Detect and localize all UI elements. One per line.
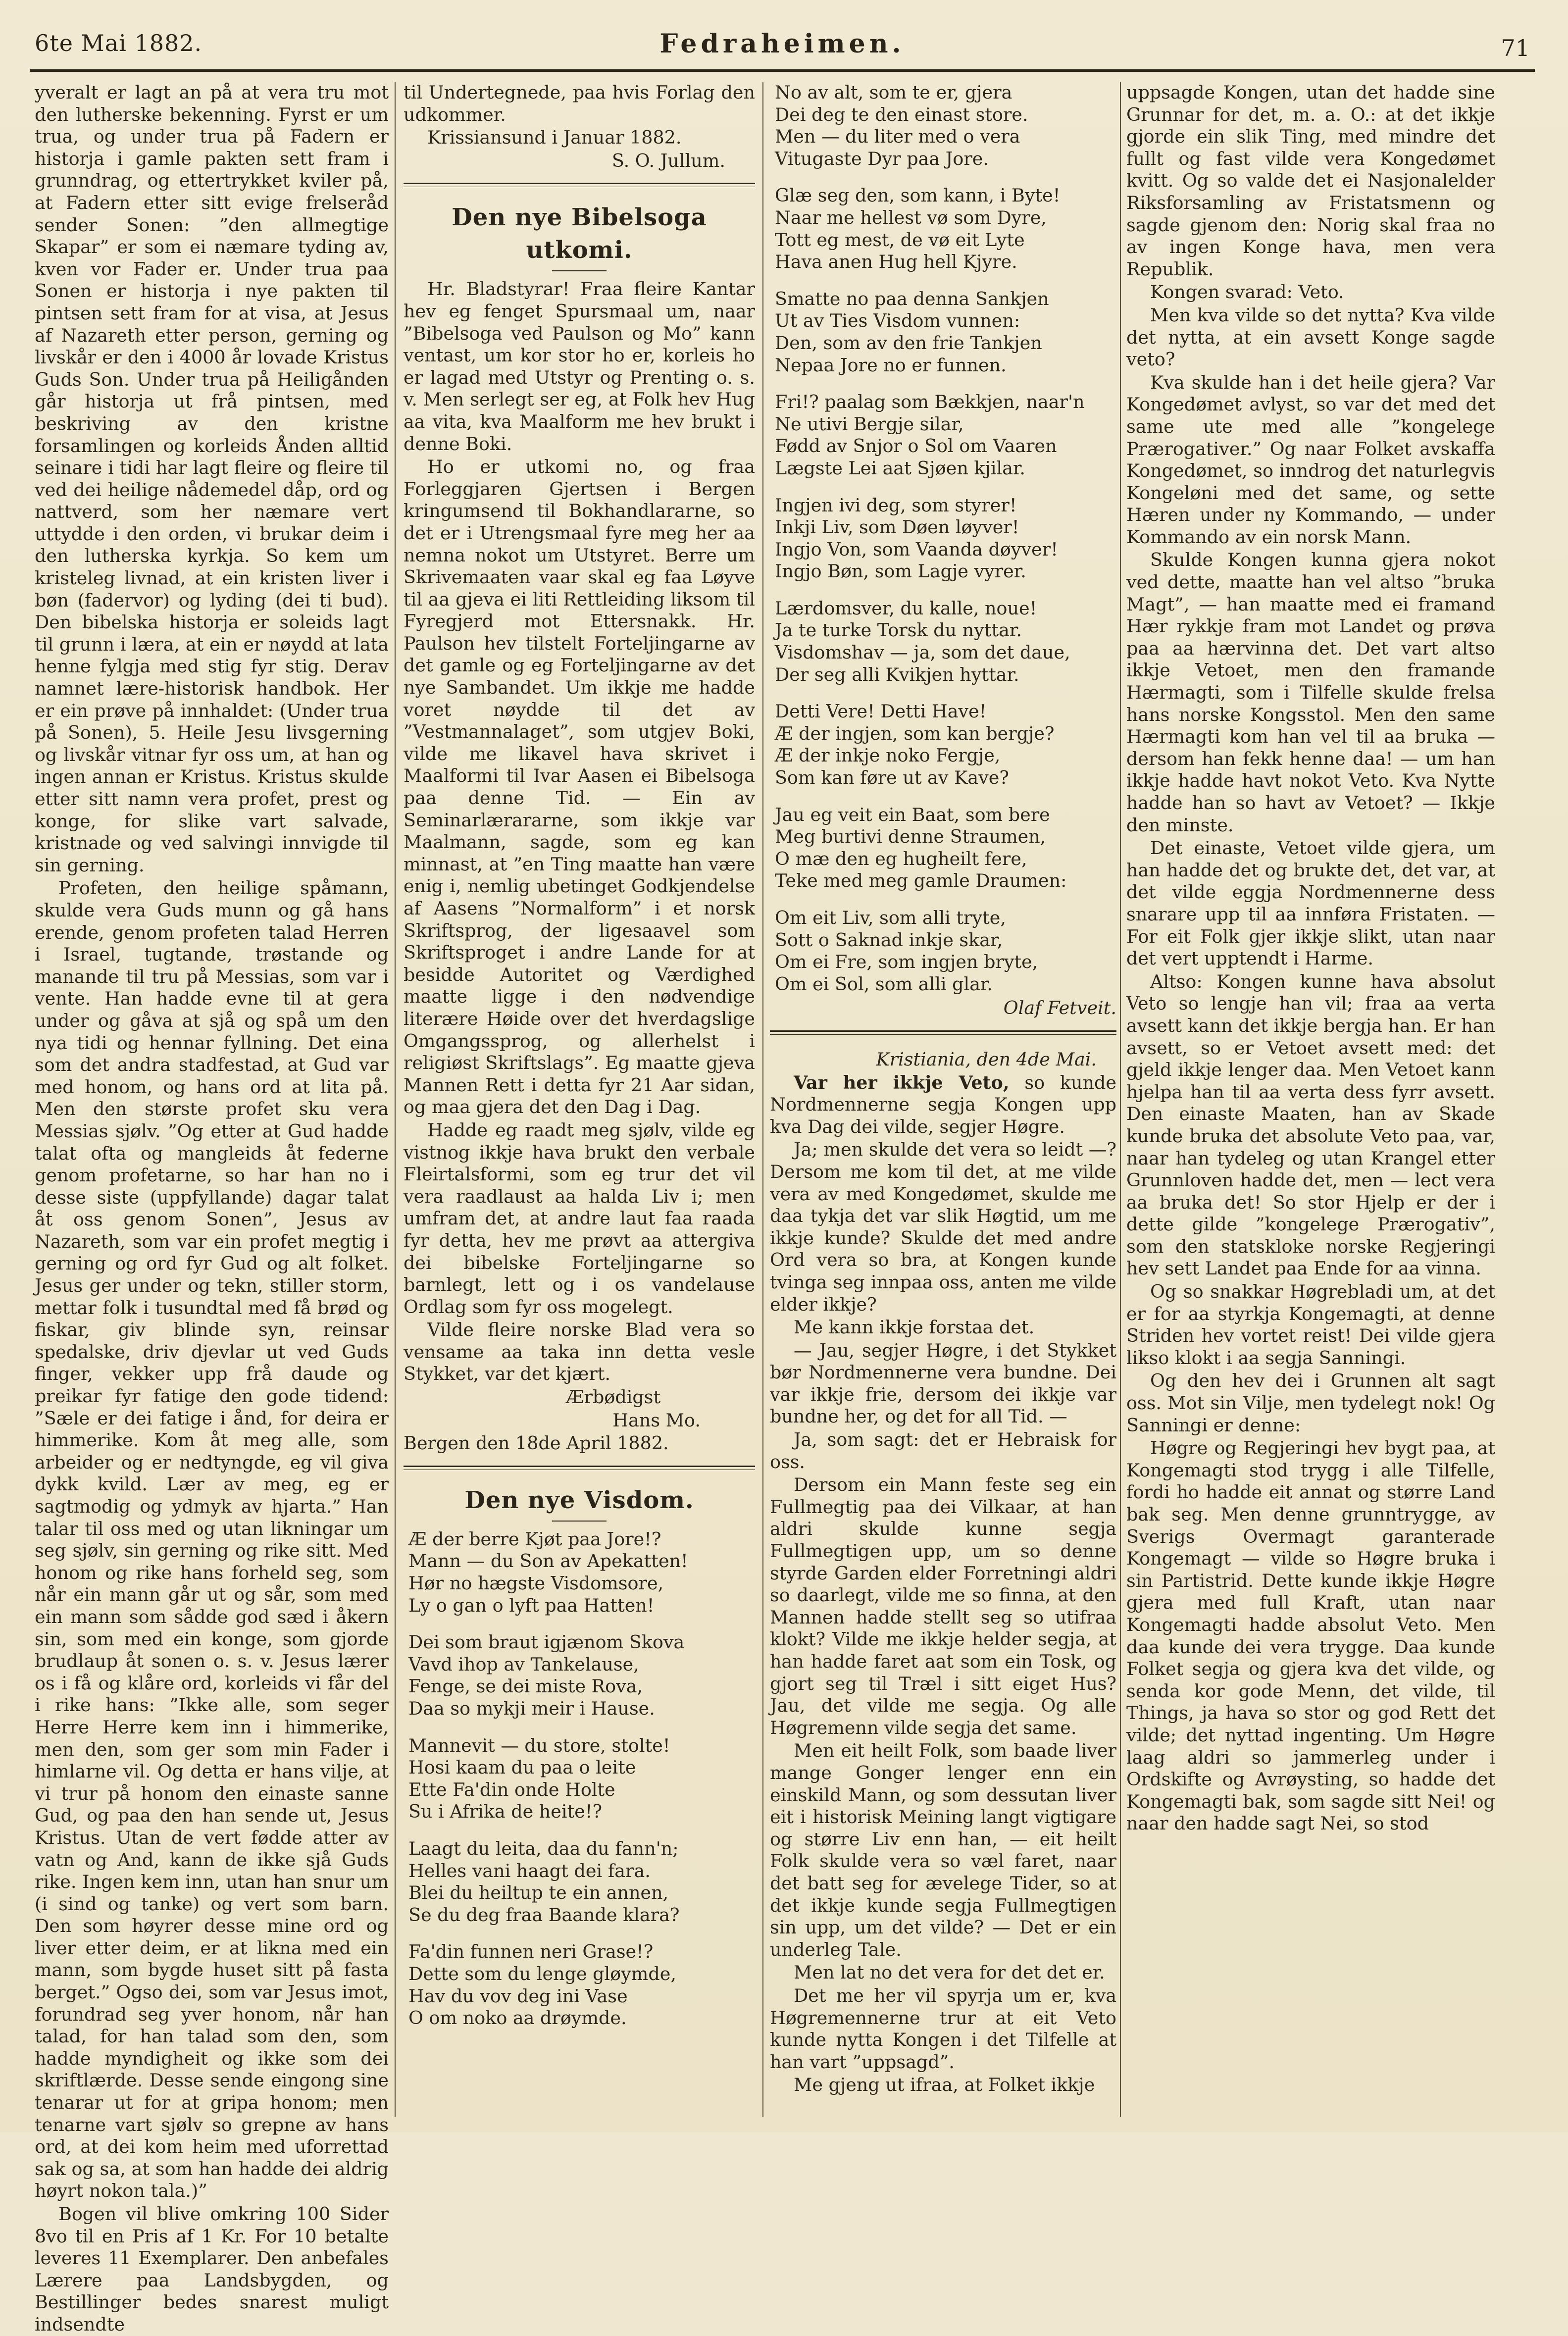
poem-line: Hava anen Hug hell Kjyre. — [775, 251, 1017, 273]
poem-line: Ly o gan o lyft paa Hatten! — [408, 1594, 655, 1616]
column-divider — [1120, 82, 1121, 2117]
article-paragraph: Me gjeng ut ifraa, at Folket ikkje — [794, 2074, 1095, 2096]
poem-line: Om ei Sol, som alli glar. — [775, 973, 993, 995]
poem-line: No av alt, som te er, gjera — [775, 82, 1012, 103]
poem-line: Lægste Lei aat Sjøen kjilar. — [775, 457, 1026, 479]
poem-line: Vavd ihop av Tankelause, — [408, 1653, 639, 1675]
poem-line: Naar me hellest vø som Dyre, — [775, 206, 1047, 228]
page-number: 71 — [1501, 35, 1530, 61]
article-paragraph: Skulde Kongen kunna gjera nokot ved dette, maatte han vel altso ”bruka Magt”, — han maatte med ei framand Hær rykkje fram mot Landet og prøva paa aa hærvinna det. Det vart altso ikkje Vetoet, men den framande Hærmagti, som i Tilfelle skulde frelsa hans norske Kongsstol. Men den same Hærmagti kom han vel til aa bruka — dersom han fekk henne daa! — um han ikkje hadde havt nokot Veto. Kva Nytte hadde han so havt av Vetoet? — Ikkje den minste. — [1126, 549, 1495, 836]
poem-line: Om eit Liv, som alli tryte, — [775, 907, 1006, 928]
article-paragraph — [770, 1072, 1116, 1138]
article-paragraph: Altso: Kongen kunne hava absolut Veto so lengje han vil; fraa aa verta avsett kann det ikkje bergja han. Er han avsett, so er Vetoet avsett med: det gjeld ikkje lenger daa. Men Vetoet kann hjelpa han til aa verta dess fyrr avsett. Den einaste Maaten, han av Skade kunde bruka det absolute Veto paa, var, naar han tydeleg og utan Krangel etter Grunnloven hadde det, men — lect vera aa bruka det! So stor Hjelp er der i dette gilde ”kongelege Prærogativ”, som den statskloke norske Regjeringi hev sett Landet paa Ende for aa vinna. — [1126, 970, 1495, 1279]
poem-line: Lærdomsver, du kalle, noue! — [775, 597, 1037, 619]
poem-line: Den, som av den frie Tankjen — [775, 332, 1042, 354]
article-paragraph: Men kva vilde so det nytta? Kva vilde det nytta, at ein avsett Konge sagde veto? — [1126, 304, 1495, 370]
column-1 — [35, 82, 389, 2335]
poem-line: Visdomshav — ja, som det daue, — [775, 642, 1070, 663]
poem-line: Dette som du lenge gløymde, — [408, 1963, 676, 1984]
poem-line: Jau eg veit ein Baat, som bere — [775, 804, 1050, 825]
poem-line: Helles vani haagt dei fara. — [408, 1860, 651, 1881]
poem-line: Ingjen ivi deg, som styrer! — [775, 494, 1017, 516]
poem-stanza — [770, 82, 1116, 170]
header-rule — [30, 69, 1535, 72]
poem-stanza — [770, 185, 1116, 273]
poem-line: Sott o Saknad inkje skar, — [775, 929, 1003, 951]
poem-line: Fødd av Snjor o Sol om Vaaren — [775, 435, 1057, 457]
poem-stanza — [770, 391, 1116, 479]
poem-line: Ingjo Von, som Vaanda døyver! — [775, 538, 1058, 560]
place-date: Bergen den 18de April 1882. — [404, 1432, 669, 1454]
column-divider — [762, 82, 763, 2117]
section-rule — [404, 183, 755, 187]
poem-stanza — [404, 1735, 755, 1823]
column-2 — [404, 82, 755, 2117]
article-paragraph: Ja, som sagt: det er Hebraisk for oss. — [770, 1429, 1116, 1473]
poem-line: Som kan føre ut av Kave? — [775, 767, 1009, 789]
heading-rule — [552, 270, 607, 271]
lead-bold: Var her ikkje Veto, — [794, 1071, 1010, 1093]
poem-line: Hosi kaam du paa o leite — [408, 1757, 636, 1778]
poem-line: Der seg alli Kvikjen hyttar. — [775, 663, 1019, 685]
article-paragraph: Ja; men skulde det vera so leidt —? Dersom me kom til det, at me vilde vera av med Kongedømet, skulde me daa tykja det var slik Høgtid, um me ikkje kunde? Skulde det med andre Ord vera so bra, at Kongen kunde tvinga seg innpaa oss, anten me vilde elder ikkje? — [770, 1139, 1116, 1315]
author-name: Hans Mo. — [612, 1409, 701, 1431]
article-paragraph: Men eit heilt Folk, som baade liver mange Gonger lenger enn ein einskild Mann, og som dessutan liver eit i historisk Meining langt vigtigare og større Liv enn han, — eit heilt Folk skulde vera so væl faret, naar det batt seg for ævelege Tider, so at det ikkje kunde segja Fullmegtigen sin upp, um det vilde? — Det er ein underleg Tale. — [770, 1740, 1116, 1960]
poem-line: Smatte no paa denna Sankjen — [775, 288, 1049, 309]
poem-stanza — [770, 907, 1116, 995]
section-rule — [770, 1030, 1116, 1035]
poem-line: Æ der berre Kjøt paa Jore!? — [408, 1528, 661, 1550]
poem-signature: Olaf Fetveit. — [1003, 997, 1116, 1019]
column-3 — [770, 82, 1116, 2117]
poem-line: Ut av Ties Visdom vunnen: — [775, 310, 1020, 332]
article-paragraph: Me kann ikkje forstaa det. — [794, 1317, 1035, 1338]
section-rule — [404, 1466, 755, 1470]
poem-line: Hav du vov deg ini Vase — [408, 1985, 628, 2007]
article-paragraph: Hr. Bladstyrar! Fraa fleire Kantar hev eg fenget Spursmaal um, naar ”Bibelsoga ved Paulson og Mo” kann ventast, um kor stor ho er, korleis ho er lagad med Utstyr og Prenting o. s. v. Men serlegt ser eg, at Folk hev Hug aa vita, kva Maalform me hev brukt i denne Boki. — [404, 278, 755, 455]
closing: Ærbødigst — [566, 1386, 661, 1408]
poem-line: Æ der inkje noko Fergje, — [775, 745, 1001, 766]
article-paragraph: Dersom ein Mann feste seg ein Fullmegtig paa dei Vilkaar, at han aldri skulde kunne segja Fullmegtigen upp, um so denne styrde Garden elder Forretningi aldri so daarlegt, vilde me so finna, at den Mannen hadde stellt seg so utifraa klokt? Vilde me ikkje helder segja, at han hadde faret aat som ein Tosk, og gjort seg til Træl i sitt eiget Hus? Jau, det vilde me segja. Og alle Høgremenn vilde segja det same. — [770, 1474, 1116, 1738]
poem-line: Su i Afrika de heite!? — [408, 1801, 603, 1823]
lead-text: so kunde Nordmennerne segja Kongen upp kva Dag dei vilde, segjer Høgre. — [770, 1071, 1116, 1137]
column-divider — [395, 82, 396, 2117]
poem-line: O mæ den eg hugheilt fere, — [775, 848, 1027, 869]
poem-stanza — [404, 1528, 755, 1617]
poem-line: Daa so mykji meir i Hause. — [408, 1698, 655, 1719]
poem-heading: Den nye Visdom. — [464, 1486, 694, 1514]
poem-stanza — [770, 701, 1116, 789]
poem-line: Hør no hægste Visdomsore, — [408, 1573, 664, 1594]
poem-stanza — [770, 288, 1116, 376]
poem-stanza — [404, 1941, 755, 2029]
article-paragraph: yveralt er lagt an på at vera tru mot den lutherske bekenning. Fyrst er um trua, og under trua på Fadern er historja i gamle pakten sett fram i grunndrag, og ettertrykket kviler på, at Fadern etter sitt evige frelseråd sender Sonen: ”den allmegtige Skapar” er som ei næmare tyding av, kven vor Fader er. Under trua paa Sonen er historja i nye pakten til pintsen sett fram for at visa, at Jesus af Nazareth etter person, gerning og livskår er den i 4000 år lovade Kristus Guds Son. Under trua på Heiligånden går historja ut frå pintsen, med beskriving av den kristne forsamlingen og korleids Ånden alltid seinare i tidi har lagt fleire og fleire til ved dei heilige nådemedel dåp, ord og nattverd, som her næmare vert uttydde i den orden, vi brukar deim i den lutherska kyrkja. So kem um kristeleg livnad, at ein kristen liver i bøn (fadervor) og lyding (dei ti bud). Den bibelska historja er soleids lagt til grunn i læra, at ein er nøydd at lata henne fylgja med stig fyr stig. Derav namnet lære-historisk handbok. Her er ein prøve på innhaldet: (Under trua på Sonen), 5. Heile Jesu livsgerning og livskår vitnar fyr oss um, at han og ingen annan er Kristus. Kristus skulde etter sitt namn vera profet, prest og konge, for slike vart salvade, kristnade og ved salvingi innvigde til sin gerning. — [35, 82, 389, 876]
article-heading: Den nye Bibelsoga utkomi. — [452, 203, 707, 264]
poem-line: Ja te turke Torsk du nyttar. — [775, 619, 1022, 641]
article-paragraph: Og so snakkar Høgrebladi um, at det er for aa styrkja Kongemagti, at denne Striden hev vortet reist! Dei vilde gjera likso klokt i aa segja Sanningi. — [1126, 1281, 1495, 1369]
poem-line: Ette Fa'din onde Holte — [408, 1778, 615, 1800]
dateline: Kristiania, den 4de Mai. — [876, 1048, 1097, 1070]
heading-rule — [552, 1521, 607, 1522]
poem-line: Se du deg fraa Baande klara? — [408, 1904, 680, 1926]
advertisement-paragraph: til Undertegnede, paa hvis Forlag den udkommer. — [404, 82, 755, 125]
poem-line: Meg burtivi denne Straumen, — [775, 826, 1046, 848]
article-paragraph: Profeten, den heilige spåmann, skulde vera Guds munn og gå hans erende, genom profeten talad Herren i Israel, tugtande, trøstande og manande til tru på Messias, som var i vente. Han hadde evne til at gera under og gåva at sjå og spå um den nya tidi og hennar fyllning. Det eina som det andra stadfestad, at Gud var med honom, og hans ord at lita på. Men den største profet sku vera Messias sjølv. ”Og etter at Gud hadde talat ofta og mangleids åt federne genom profetarne, so har han no i desse siste (uppfyllande) dagar talat åt oss genom Sonen”, Jesus av Nazareth, som var ein profet megtig i gerning og ord fyr Gud og alt folket. Jesus ger under og tekn, stiller storm, mettar folk i tusundtal med få brød og fiskar, giv blinde syn, reinsar spedalske, driv djevlar ut ved Guds finger, vekker upp frå daude og preikar fyr fatige den gode tidend: ”Sæle er dei fatige i ånd, for deira er himmerike. Kom åt meg alle, som arbeider og er nedtyngde, eg vil giva dykk kvild. Lær av meg, eg er sagtmodig og ydmyk av hjarta.” Han talar til oss med og utan likningar um seg sjølv, sin gerning og rike sitt. Med honom og rike hans forheld seg, som når ein mann går ut og sår, som med ein mann som sådde god sæd i åkern sin, som med ein konge, som gjorde brudlaup åt sonen o. s. v. Jesus lærer os i få og klåre ord, korleids vi får del i rike hans: ”Ikke alle, som seger Herre Herre kem inn i himmerike, men den, som ger som min Fader i himlarne vil. Og detta er hans vilje, at vi trur på honom den einaste sanne Gud, og paa den han sende ut, Jesus Kristus. Utan de vert fødde atter av vatn og And, kann de ikke sjå Guds rike. Ingen kem inn, utan han snur um (i sind og tanke) og vert som barn. Den som høyrer desse mine ord og liver etter deim, er at likna med ein mann, som bygde huset sitt på fasta berget.” Ogso dei, som var Jesus imot, forundrad seg yver honom, når han talad, for han talad som den, som hadde myndigheit og ikke som dei skriftlærde. Desse sende eingong sine tenarar ut for at gripa honom; men tenarne vart sjølv so grepne av hans ord, at dei kom heim med uforrettad sak og sa, at som han hadde dei aldrig høyrt nokon tala.)” — [35, 877, 389, 2202]
article-paragraph: uppsagde Kongen, utan det hadde sine Grunnar for det, m. a. O.: at det ikkje gjorde ein slik Ting, med mindre det fullt og fast vilde vera Kongedømet kvitt. Og so valde det ei Nasjonalelder Riksforsamling av Fristatsmenn og sagde gjenom den: Norig skal fraa no av ingen Konge hava, men vera Republik. — [1126, 82, 1495, 280]
poem-line: Æ der ingjen, som kan bergje? — [775, 722, 1055, 744]
masthead — [30, 20, 1535, 74]
newspaper-title: Fedraheimen. — [659, 29, 905, 59]
article-paragraph: Ho er utkomi no, og fraa Forleggjaren Gjertsen i Bergen kringumsend til Bokhandlararne, so det er i Utrengsmaal fyre meg her aa nemna nokot um Utstyret. Berre um Skrivemaaten vaar skal eg faa Løyve til aa gjeva ei liti Rettleiding liksom til Fyregjerd mot Ettersnakk. Hr. Paulson hev tilstelt Forteljingarne av det gamle og eg Forteljingarne av det nye Sambandet. Um ikkje me hadde voret nøydde til det av ”Vestmannalaget”, som utgjev Boki, vilde me likavel hava skrivet i Maalformi til Ivar Aasen ei Bibelsoga paa denne Tid. — Ein av Seminarlærararne, som ikkje var Maalmann, sagde, som eg kan minnast, at ”en Ting maatte han være enig i, nemlig ubetinget Godkjendelse af Aasens ”Normalform” i et norsk Skriftsprog, der ligesaavel som Skriftsproget i andre Lande for at besidde Autoritet og Værdighed maatte ligge i den nødvendige literære Høide over det hverdagslige Omgangssprog, og allerhelst i religiøst Skriftslags”. Eg maatte gjeva Mannen Rett i detta fyr 21 Aar sidan, og maa gjera det den Dag i Dag. — [404, 456, 755, 1118]
poem-line: Mannevit — du store, stolte! — [408, 1734, 670, 1756]
article-paragraph: Kva skulde han i det heile gjera? Var Kongedømet avlyst, so var det med det same ute med alle ”kongelege Prærogativer.” Og naar Folket avskaffa Kongedømet, so inndrog det naturlegvis Kongeløni med det same, og sette Hæren under ny Kommando, — under Kommando av ein norsk Mann. — [1126, 371, 1495, 548]
poem-line: O om noko aa drøymde. — [408, 2007, 627, 2029]
poem-line: Mann — du Son av Apekatten! — [408, 1550, 688, 1572]
poem-line: Ne utivi Bergje silar, — [775, 413, 964, 435]
signature: S. O. Jullum. — [611, 150, 725, 171]
poem-line: Laagt du leita, daa du fann'n; — [408, 1837, 679, 1859]
poem-line: Dei som braut igjænom Skova — [408, 1631, 685, 1653]
poem-line: Blei du heiltup te ein annen, — [408, 1882, 669, 1904]
article-paragraph: Høgre og Regjeringi hev bygt paa, at Kongemagti stod trygg i alle Tilfelle, fordi ho hadde eit annat og større Land bak seg. Men denne grunntrygge, av Sverigs Overmagt garanterade Kongemagt — vilde so Høgre bruka i sin Partistrid. Dette kunde ikkje Høgre gjera med full Kraft, utan naar Kongemagti hadde absolut Veto. Men daa kunde dei vera trygge. Daa kunde Folket segja og gjera kva det vilde, og senda kor gode Menn, det vilde, til Things, ja hava so stor og god Rett det vilde; det nyttad ingenting. Um Høgre laag aldri so jammerleg under i Ordskifte og Avrøysting, so hadde det Kongemagti bak, som sagde sitt Nei! og naar den hadde sagt Nei, so stod — [1126, 1437, 1495, 1834]
poem-line: Nepaa Jore no er funnen. — [775, 354, 1007, 376]
poem-line: Vitugaste Dyr paa Jore. — [775, 148, 989, 169]
poem-line: Glæ seg den, som kann, i Byte! — [775, 185, 1061, 206]
article-paragraph: Men lat no det vera for det det er. — [794, 1962, 1105, 1983]
poem-line: Tott eg mest, de vø eit Lyte — [775, 229, 1025, 251]
poem-line: Fa'din funnen neri Grase!? — [408, 1941, 654, 1963]
article-paragraph: Kongen svarad: Veto. — [1150, 281, 1344, 303]
poem-line: Fenge, se dei miste Rova, — [408, 1676, 643, 1697]
advertisement-paragraph: Bogen vil blive omkring 100 Sider 8vo til en Pris af 1 Kr. For 10 betalte leveres 11 Exemplarer. Den anbefales Lærere paa Landsbygden, og Bestillinger bedes snarest muligt indsendte — [35, 2203, 389, 2335]
article-paragraph: Hadde eg raadt meg sjølv, vilde eg vistnog ikkje hava brukt den verbale Fleirtalsformi, som eg trur det vil vera raadlaust aa halda Liv i; men umfram det, at andre laut faa raada fyr detta, hev me prøvt aa attergiva dei bibelske Forteljingarne so barnlegt, lett og i os vandelause Ordlag som fyr oss mogelegt. — [404, 1119, 755, 1318]
poem-stanza — [770, 804, 1116, 892]
poem-line: Om ei Fre, som ingjen bryte, — [775, 951, 1038, 973]
article-paragraph: Det me her vil spyrja um er, kva Høgremennerne trur at eit Veto kunde nytta Kongen i det Tilfelle at han vart ”uppsagd”. — [770, 1984, 1116, 2073]
column-4 — [1126, 82, 1495, 2117]
poem-line: Ingjo Bøn, som Lagje vyrer. — [775, 560, 1026, 582]
poem-stanza — [770, 495, 1116, 583]
poem-stanza — [404, 1838, 755, 1926]
poem-line: Detti Vere! Detti Have! — [775, 701, 987, 722]
article-paragraph: Og den hev dei i Grunnen alt sagt oss. Mot sin Vilje, men tydelegt nok! Og Sanningi er denne: — [1126, 1370, 1495, 1436]
poem-line: Inkji Liv, som Døen løyver! — [775, 516, 1019, 538]
place-date: Krissiansund i Januar 1882. — [427, 127, 682, 149]
poem-stanza — [404, 1631, 755, 1720]
article-paragraph: Det einaste, Vetoet vilde gjera, um han hadde det og brukte det, det var, at det vilde eggja Nordmennerne dess snarare upp til aa innføra Fristaten. — For eit Folk gjer ikkje slikt, utan naar det vert upptendt i Harme. — [1126, 837, 1495, 969]
article-paragraph: — Jau, segjer Høgre, i det Stykket bør Nordmennerne vera bundne. Dei var ikkje frie, dersom dei ikkje var bundne her, og det for all Tid. — — [770, 1339, 1116, 1427]
poem-line: Men — du liter med o vera — [775, 126, 1020, 148]
poem-line: Fri!? paalag som Bækkjen, naar'n — [775, 391, 1085, 413]
issue-date: 6te Mai 1882. — [35, 30, 202, 56]
poem-line: Dei deg te den einast store. — [775, 103, 1028, 125]
poem-line: Teke med meg gamle Draumen: — [775, 870, 1067, 892]
poem-stanza — [770, 598, 1116, 686]
article-paragraph: Vilde fleire norske Blad vera so vensame aa taka inn detta vesle Stykket, var det kjært. — [404, 1319, 755, 1385]
